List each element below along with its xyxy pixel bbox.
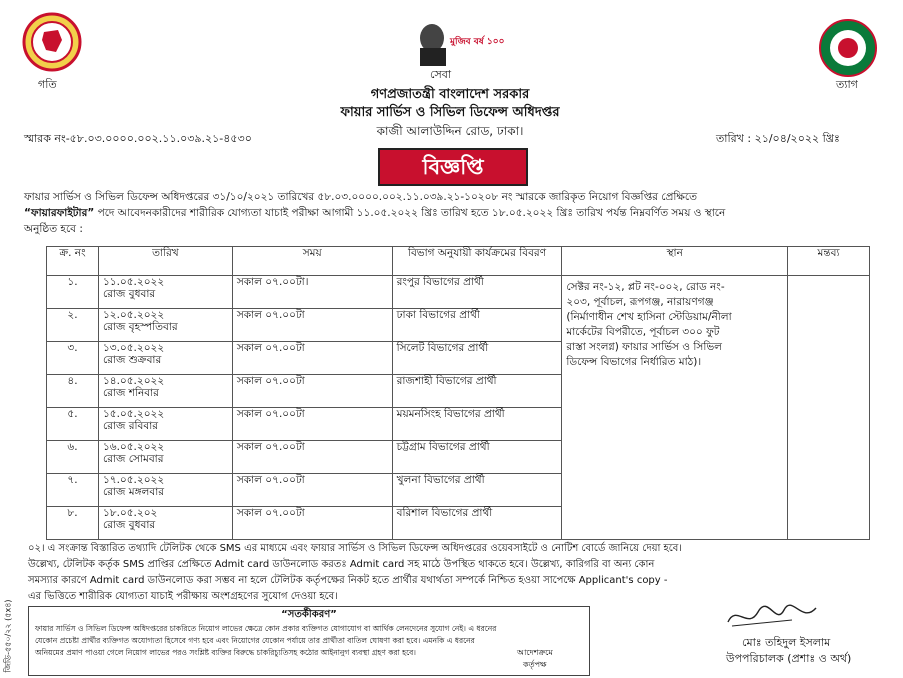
row-day: রোজ শুক্রবার: [102, 354, 162, 366]
row-day: রোজ সোমবার: [102, 453, 164, 465]
row-date-value: ১৩.০৫.২০২২: [102, 342, 165, 354]
row-day: রোজ রবিবার: [102, 420, 159, 432]
row-description: সিলেট বিভাগের প্রার্থী: [392, 342, 562, 375]
row-date-value: ১৫.০৫.২০২২: [102, 408, 165, 420]
row-serial: ১.: [47, 276, 99, 309]
signature-mark: [722, 600, 822, 634]
warning-authority-1: আদেশক্রমে: [517, 648, 553, 657]
row-time: সকাল ০৭.০০টা।: [232, 276, 392, 309]
row-time: সকাল ০৭.০০টা: [232, 507, 392, 540]
row-date: [98, 309, 232, 342]
row-time: সকাল ০৭.০০টা: [232, 309, 392, 342]
exam-schedule-table: [46, 246, 870, 540]
row-day: রোজ শনিবার: [102, 387, 159, 399]
row-serial: ২.: [47, 309, 99, 342]
col-header-description: বিভাগ অনুযায়ী কার্যক্রমের বিবরণ: [392, 247, 562, 276]
notice-title: বিজ্ঞপ্তি: [378, 148, 528, 186]
row-description: খুলনা বিভাগের প্রার্থী: [392, 474, 562, 507]
side-code: জিডি-৫৫০/২২ (৫x৪): [3, 599, 13, 673]
left-motto: গতি: [38, 78, 57, 91]
right-motto: ত্যাগ: [836, 78, 858, 91]
body-line-4: এর ভিত্তিতে শারীরিক যোগ্যতা যাচাই পরীক্ষায় অংশগ্রহণের সুযোগ দেওয়া হবে।: [28, 591, 338, 602]
row-date-value: ১৭.০৫.২০২২: [102, 474, 165, 486]
mujib-logo: [408, 20, 505, 68]
col-header-remarks: মন্তব্য: [788, 247, 870, 276]
row-date: [98, 474, 232, 507]
remarks-cell: [788, 276, 870, 540]
row-description: বরিশাল বিভাগের প্রার্থী: [392, 507, 562, 540]
warning-authority-2: কর্তৃপক্ষ: [523, 660, 547, 669]
row-time: সকাল ০৭.০০টা: [232, 441, 392, 474]
col-header-date: তারিখ: [98, 247, 232, 276]
row-date-value: ১১.০৫.২০২২: [102, 276, 165, 288]
row-day: রোজ বুধবার: [102, 519, 156, 531]
row-date-value: ১৬.০৫.২০২২: [102, 441, 165, 453]
signatory-designation: উপপরিচালক (প্রশাঃ ও অর্থ): [726, 652, 852, 665]
row-date: [98, 408, 232, 441]
venue-line: রাস্তা সংলগ্ন) ফায়ার সার্ভিস ও সিভিল: [566, 341, 722, 353]
venue-line: সেক্টর নং-১২, প্লট নং-০০২, রোড নং-: [566, 281, 725, 293]
table-row: [47, 276, 870, 309]
row-description: রাজশাহী বিভাগের প্রার্থী: [392, 375, 562, 408]
warning-line-3: অনিয়মের প্রমাণ পাওয়া গেলে নিয়োগ লাভের পরও সংশ্লিষ্ট ব্যক্তির বিরুদ্ধে চাকরিচ্যুতিসহ কঠোর আইনানুগ ব্যবস্থা গ্রহণ করা হবে।: [35, 648, 416, 657]
signatory-name: মোঃ তহিদুল ইসলাম: [742, 636, 831, 649]
civil-defence-emblem-right: [818, 18, 878, 78]
venue-line: (নির্মাণাধীন শেখ হাসিনা স্টেডিয়াম/নীলা: [566, 311, 732, 323]
venue-line: মার্কেটের বিপরীতে, পূর্বাচল ৩০০ ফুট: [566, 326, 720, 338]
row-serial: ৫.: [47, 408, 99, 441]
row-day: রোজ বৃহস্পতিবার: [102, 321, 178, 333]
notice-date: তারিখ : ২১/০৪/২০২২ খ্রিঃ: [716, 132, 840, 145]
row-serial: ৩.: [47, 342, 99, 375]
row-serial: ৬.: [47, 441, 99, 474]
warning-line-1: ফায়ার সার্ভিস ও সিভিল ডিফেন্স অধিদপ্তরের চাকরিতে নিয়োগ লাভের ক্ষেত্রে কোন প্রকার ব্যক্তিগত যোগাযোগ বা আর্থিক লেনদেনের সুযোগ নেই। এ ধরনের: [35, 624, 497, 633]
intro-line-1: ফায়ার সার্ভিস ও সিভিল ডিফেন্স অধিদপ্তরের ৩১/১০/২০২১ তারিখের ৫৮.০৩.০০০০.০০২.১১.০৩৯.২১-১০২০৮ নং স্মারকে জারিকৃত নিয়োগ বিজ্ঞপ্তির প্রেক্ষিতে: [24, 191, 698, 203]
fire-service-emblem-left: [22, 12, 82, 72]
intro-line-3: অনুষ্ঠিত হবে :: [24, 223, 83, 235]
row-date: [98, 441, 232, 474]
row-time: সকাল ০৭.০০টা: [232, 474, 392, 507]
row-description: ঢাকা বিভাগের প্রার্থী: [392, 309, 562, 342]
row-time: সকাল ০৭.০০টা: [232, 408, 392, 441]
service-word: সেবা: [430, 68, 452, 81]
row-serial: ৪.: [47, 375, 99, 408]
body-line-1: ০২। এ সংক্রান্ত বিস্তারিত তথ্যাদি টেলিটক থেকে SMS এর মাধ্যমে এবং ফায়ার সার্ভিস ও সিভিল ডিফেন্স অধিদপ্তরের ওয়েবসাইটে ও নোটিশ বোর্ডে জানিয়ে দেয়া হবে।: [28, 543, 682, 554]
row-serial: ৭.: [47, 474, 99, 507]
memo-number: স্মারক নং-৫৮.০৩.০০০০.০০২.১১.০৩৯.২১-৪৫৩০: [24, 132, 252, 145]
col-header-time: সময়: [232, 247, 392, 276]
row-description: রংপুর বিভাগের প্রার্থী: [392, 276, 562, 309]
row-date: [98, 507, 232, 540]
row-date: [98, 342, 232, 375]
row-description: ময়মনসিংহ বিভাগের প্রার্থী: [392, 408, 562, 441]
government-title: গণপ্রজাতন্ত্রী বাংলাদেশ সরকার: [370, 87, 530, 102]
venue-line: ২০৩, পূর্বাচল, রূপগঞ্জ, নারায়ণগঞ্জ: [566, 296, 714, 308]
warning-title: “সতর্কীকরণ”: [281, 609, 337, 620]
row-date: [98, 375, 232, 408]
department-title: ফায়ার সার্ভিস ও সিভিল ডিফেন্স অধিদপ্তর: [340, 105, 560, 120]
row-time: সকাল ০৭.০০টা: [232, 375, 392, 408]
intro-line-2-text: পদে আবেদনকারীদের শারীরিক যোগ্যতা যাচাই পরীক্ষা আগামী ১১.০৫.২০২২ খ্রিঃ তারিখ হতে ১৮.০৫.২০২২ খ্রিঃ তারিখ পর্যন্ত নিম্নবর্ণিত সময় ও স্থানে: [94, 207, 726, 219]
body-line-2: উল্লেখ্য, টেলিটক কর্তৃক SMS প্রাপ্তির প্রেক্ষিতে Admit card ডাউনলোড করতঃ Admit card সহ মাঠে উপস্থিত থাকতে হবে। উল্লেখ্য, কারিগরি বা অন্য কোন: [28, 559, 655, 570]
mujib-logo-text: মুজিব বর্ষ ১০০: [450, 37, 505, 47]
row-day: রোজ বুধবার: [102, 288, 156, 300]
row-date-value: ১৪.০৫.২০২২: [102, 375, 165, 387]
row-serial: ৮.: [47, 507, 99, 540]
intro-line-2: [24, 206, 725, 220]
row-date: [98, 276, 232, 309]
col-header-serial: ক্র. নং: [47, 247, 99, 276]
row-day: রোজ মঙ্গলবার: [102, 486, 165, 498]
venue-cell: [562, 276, 788, 540]
col-header-venue: স্থান: [562, 247, 788, 276]
warning-line-2: যেকোন প্রচেষ্টা প্রার্থীর ব্যক্তিগত অযোগ্যতা হিসেবে গণ্য হবে এবং নিয়োগের যেকোন পর্যায়ে তার প্রার্থীতা বাতিল ঘোষণা করা হবে। এমনকি এ ধরনের: [35, 636, 475, 645]
row-date-value: ১২.০৫.২০২২: [102, 309, 165, 321]
warning-box: [28, 606, 590, 676]
row-description: চট্টগ্রাম বিভাগের প্রার্থী: [392, 441, 562, 474]
row-time: সকাল ০৭.০০টা: [232, 342, 392, 375]
office-address: কাজী আলাউদ্দিন রোড, ঢাকা।: [376, 124, 524, 138]
venue-line: ডিফেন্স বিভাগের নির্ধারিত মাঠ)।: [566, 356, 702, 368]
table-header-row: [47, 247, 870, 276]
row-date-value: ১৮.০৫.২০২: [102, 507, 158, 519]
post-name: “ফায়ারফাইটার”: [24, 207, 95, 219]
body-line-3: সমস্যার কারণে Admit card ডাউনলোড করা সম্ভব না হলে টেলিটক কর্তৃপক্ষের নিকট হতে প্রার্থীর যথার্থতা সম্পর্কে নিশ্চিত হওয়া সাপেক্ষে Applicant's copy -: [28, 575, 668, 586]
